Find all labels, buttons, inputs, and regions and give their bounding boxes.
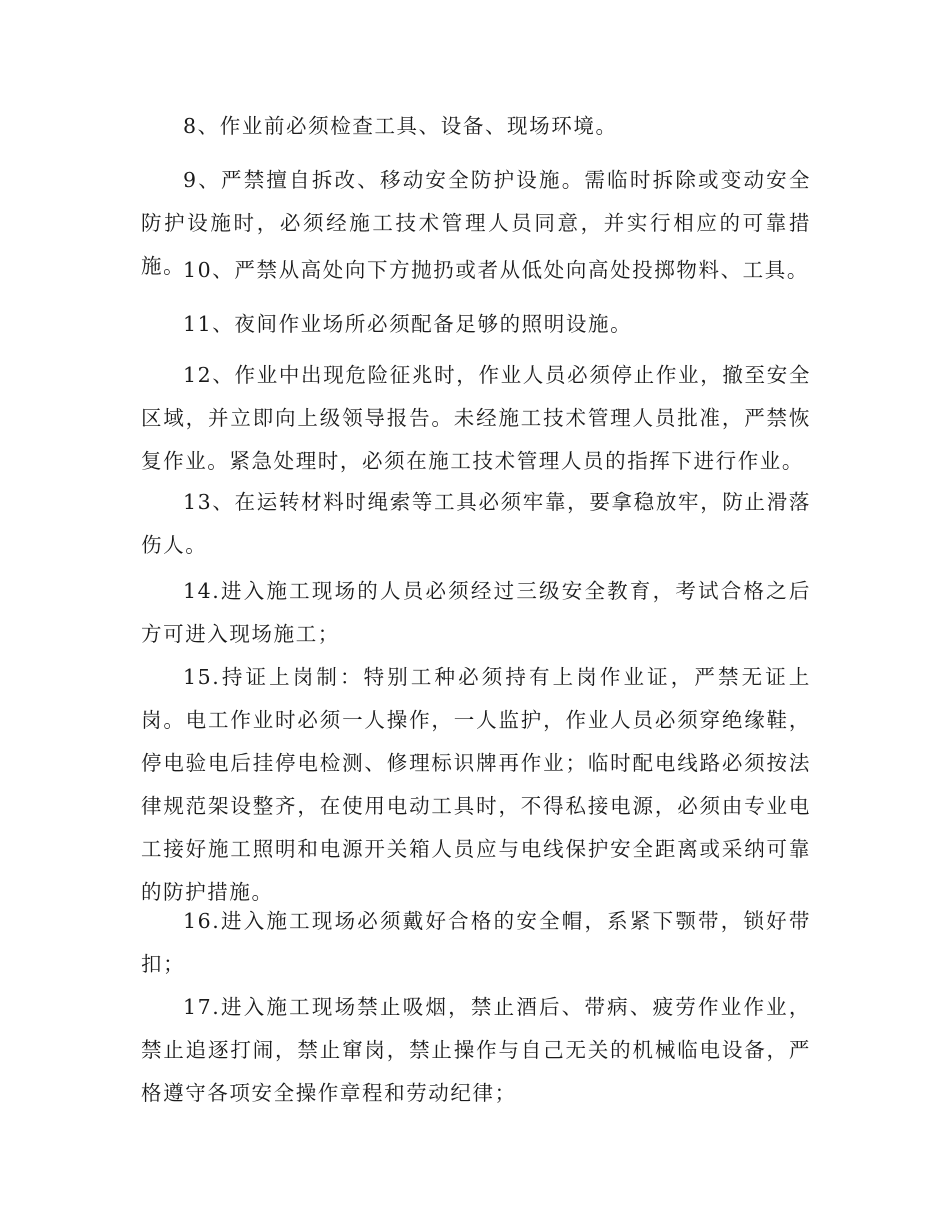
paragraph-item-16: 16.进入施工现场必须戴好合格的安全帽，系紧下颚带，锁好带扣； <box>141 909 811 976</box>
paragraph-item-17: 17.进入施工现场禁止吸烟，禁止酒后、带病、疲劳作业作业，禁止追逐打闹，禁止窜岗，禁止操作与自己无关的机械临电设备，严格遵守各项安全操作章程和劳动纪律； <box>141 995 811 1105</box>
paragraph-item-12: 12、作业中出现危险征兆时，作业人员必须停止作业，撤至安全区域，并立即向上级领导报告。未经施工技术管理人员批准，严禁恢复作业。紧急处理时，必须在施工技术管理人员的指挥下进行作业。 <box>141 363 811 473</box>
paragraph-item-9: 9、严禁擅自拆改、移动安全防护设施。需临时拆除或变动安全防护设施时，必须经施工技术管理人员同意，并实行相应的可靠措施。 <box>141 168 811 278</box>
paragraph-item-11: 11、夜间作业场所必须配备足够的照明设施。 <box>183 312 633 336</box>
paragraph-item-14: 14.进入施工现场的人员必须经过三级安全教育，考试合格之后方可进入现场施工； <box>141 579 811 646</box>
paragraph-item-10: 10、严禁从高处向下方抛扔或者从低处向高处投掷物料、工具。 <box>183 258 809 282</box>
paragraph-item-8: 8、作业前必须检查工具、设备、现场环境。 <box>183 114 618 138</box>
paragraph-item-13: 13、在运转材料时绳索等工具必须牢靠，要拿稳放牢，防止滑落伤人。 <box>141 490 811 557</box>
paragraph-item-15: 15.持证上岗制：特别工种必须持有上岗作业证，严禁无证上岗。电工作业时必须一人操作，一人监护，作业人员必须穿绝缘鞋，停电验电后挂停电检测、修理标识牌再作业；临时配电线路必须按法律规范架设整齐，在使用电动工具时，不得私接电源，必须由专业电工接好施工照明和电源开关箱人员应与电线保护安全距离或采纳可靠的防护措施。 <box>141 665 811 904</box>
